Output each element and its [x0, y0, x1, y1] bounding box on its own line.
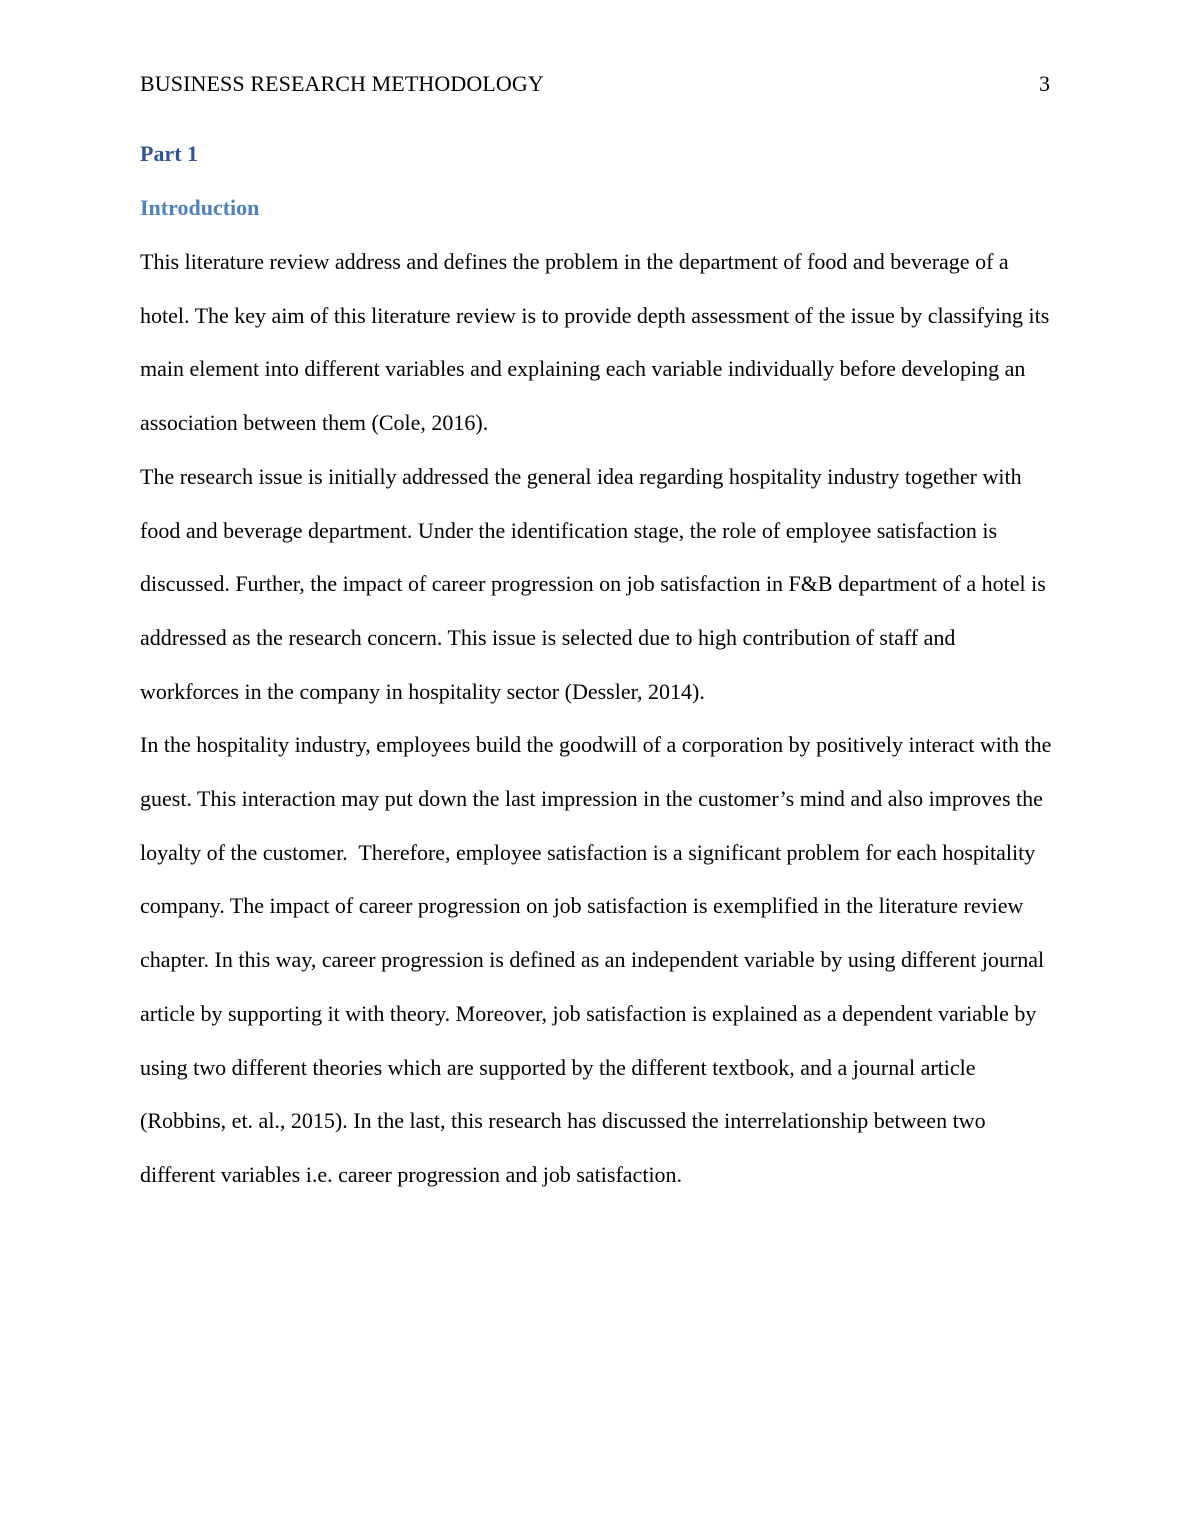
paragraph-research-issue: The research issue is initially addressed the general idea regarding hospitality industry together with food and beverage department. Under the identification stage, the role of employee satisfaction is discussed. Further, the impact of career progression on job satisfaction in F&B department of a hotel is addressed as the research concern. This issue is selected due to high contribution of staff and workforces in the company in hospitality sector (Dessler, 2014). [140, 463, 1052, 704]
page-number: 3 [1039, 71, 1050, 96]
section-heading: Introduction [140, 195, 260, 220]
running-head: BUSINESS RESEARCH METHODOLOGY [140, 71, 544, 96]
paragraph-hospitality: In the hospitality industry, employees build the goodwill of a corporation by positively interact with the guest. This interaction may put down the last impression in the customer’s mind and also improves the loyalty of the customer. Therefore, employee satisfaction is a significant problem for each hospitality company. The impact of career progression on job satisfaction is exemplified in the literature review chapter. In this way, career progression is defined as an independent variable by using different journal article by supporting it with theory. Moreover, job satisfaction is explained as a dependent variable by using two different theories which are supported by the different textbook, and a journal article (Robbins, et. al., 2015). In the last, this research has discussed the interrelationship between two different variables i.e. career progression and job satisfaction. [140, 732, 1057, 1187]
paragraph-intro: This literature review address and defines the problem in the department of food and beverage of a hotel. The key aim of this literature review is to provide depth assessment of the issue by classifying its main element into different variables and explaining each variable individually before developing an association between them (Cole, 2016). [140, 249, 1055, 436]
body-text [140, 235, 1057, 1202]
part-heading: Part 1 [140, 141, 199, 166]
